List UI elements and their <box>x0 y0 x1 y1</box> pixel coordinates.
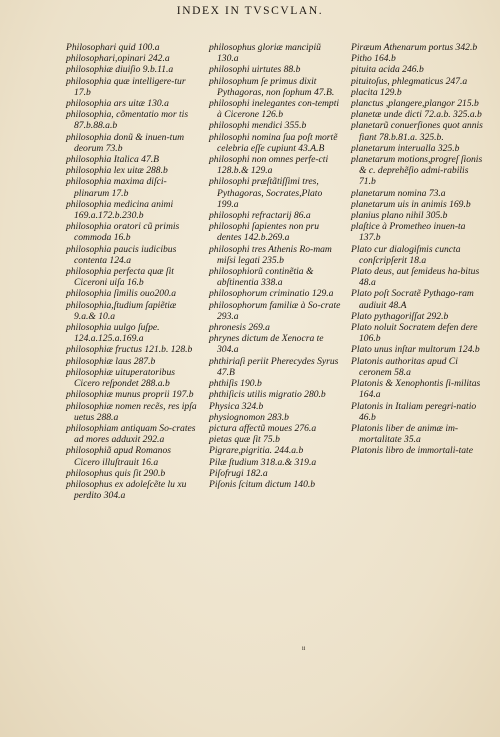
index-entry: Platonis authoritas apud Ci ceronem 58.a <box>351 355 458 378</box>
index-entry: philosophiæ laus 287.b <box>66 355 156 367</box>
index-entry: philosophiæ munus proprii 197.b <box>66 389 194 401</box>
index-entry: philosophiæ fructus 121.b. 128.b <box>66 344 193 356</box>
index-entry: planetarum nomina 73.a <box>351 187 446 199</box>
index-entry: philosophiæ nomen recẽs, res ipſa uetus 288.a <box>66 400 197 423</box>
index-entry: philosophia paucis iudicibus contenta 124.a <box>66 243 177 266</box>
index-entry: philosophia ſimilis ouo200.a <box>66 288 177 300</box>
index-entry: planctus ,plangere,plangor 215.b <box>351 98 479 110</box>
index-entry: Plato poſt Socratẽ Pythago-ram audiuit 48.A <box>351 288 474 311</box>
index-entry: philosophi mendici 355.b <box>209 120 307 132</box>
index-entry: philosophiam antiquam So-crates ad mores adduxit 292.a <box>66 422 196 446</box>
folio-mark: ii <box>302 646 306 652</box>
index-entry: planius plano nihil 305.b <box>351 210 448 222</box>
index-entry: pictura affectũ moues 276.a <box>209 422 317 434</box>
index-entry: philosophia quæ intelligere-tur 17.b <box>66 75 186 98</box>
index-entry: Piræum Athenarum portus 342.b <box>351 42 478 53</box>
index-entry: philosophi refractarij 86.a <box>209 210 311 222</box>
index-entry: Physica 324.b <box>209 400 264 412</box>
index-entry: planetarum uis in animis 169.b <box>351 198 471 210</box>
index-entry: Platonis liber de animæ im-mortalitate 35.a <box>351 422 459 446</box>
index-column-2 <box>209 42 341 490</box>
index-entry: Pigrare,pigritia. 244.a.b <box>209 445 304 457</box>
index-columns <box>66 42 486 702</box>
index-entry: Plato unus inſtar multorum 124.b <box>351 344 480 356</box>
index-entry: philosophia, cõmentatio mor tis 87.b.88.a.b <box>66 109 189 132</box>
index-entry: philosophorum criminatio 129.a <box>209 288 334 300</box>
index-entry: planetarum motions,progreſ ſionis & c. deprehẽſio admi-rabilis 71.b <box>351 154 483 188</box>
running-head: INDEX IN TVSCVLAN. <box>176 5 324 17</box>
index-entry: pituitoſus, phlegmaticus 247.a <box>351 75 468 87</box>
index-entry: philosophi ſapientes non pru dentes 142.b.269.a <box>209 221 320 244</box>
index-entry: planetarũ conuerſiones quot annis fiant 78.b.81.a. 325.b. <box>351 120 483 143</box>
index-entry: planetarum interualla 325.b <box>351 142 460 154</box>
index-entry: philosophiã apud Romanos Cicero illuſtrauit 16.a <box>66 445 172 468</box>
index-entry: philosophus ex adoleſcẽte lu xu perdito 304.a <box>66 478 187 502</box>
index-entry: philosophiæ diuiſio 9.b.11.a <box>66 64 174 76</box>
index-entry: philosophiæ uituperatoribus Cicero reſpondet 288.a.b <box>66 366 176 390</box>
index-entry: Philosophari quid 100.a <box>66 42 160 53</box>
index-entry: placita 129.b <box>351 86 402 98</box>
index-entry: philosophus quis ſit 290.b <box>66 467 166 479</box>
index-entry: philosophia perfecta quæ ſit Ciceroni uiſa 16.b <box>66 266 174 289</box>
index-entry: philosophari,opinari 242.a <box>66 53 170 65</box>
index-entry: philosophia maxima diſci-plinarum 17.b <box>66 176 167 199</box>
index-entry: philosophi nomina ſua poſt mortẽ celebria eſſe cupiunt 43.A.B <box>209 131 338 154</box>
index-entry: Platonis in Italiam peregri-natio 46.b <box>351 400 477 423</box>
index-entry: Plato cur dialogiſmis cuncta conſcripſerit 18.a <box>351 243 461 266</box>
index-entry: Pitho 164.b <box>351 53 396 65</box>
index-entry: pietas quæ ſit 75.b <box>209 434 280 446</box>
index-entry: plaſtice à Prometheo inuen-ta 137.b <box>351 221 466 244</box>
index-entry: phthiſis 190.b <box>209 378 262 390</box>
index-entry: phrynes dictum de Xenocra te 304.a <box>209 333 324 356</box>
index-entry: philosophi uirtutes 88.b <box>209 64 301 76</box>
index-entry: philosophia oratori cũ primis commoda 16.b <box>66 221 180 244</box>
index-entry: Pilæ ſtudium 318.a.& 319.a <box>209 456 317 468</box>
index-entry: philosophia Italica 47.B <box>66 154 160 166</box>
index-entry: philosophia lex uitæ 288.b <box>66 165 168 177</box>
index-entry: Plato noluit Socratem defen dere 106.b <box>351 322 478 345</box>
index-entry: philosophi non omnes perfe-cti 128.b.& 129.a <box>209 154 329 177</box>
index-entry: philosophi inelegantes con-tempti à Cicerone 126.b <box>209 98 340 121</box>
index-entry: phthiſicis utilis migratio 280.b <box>209 389 326 401</box>
index-entry: philosophia donũ & inuen-tum deorum 73.b <box>66 131 185 154</box>
index-entry: philosophia ars uitæ 130.a <box>66 98 169 110</box>
index-column-1 <box>66 42 198 501</box>
index-entry: Piſonis ſcitum dictum 140.b <box>209 478 316 490</box>
index-entry: phthiriaſi periit Pherecydes Syrus 47.B <box>209 355 339 378</box>
index-entry: Plato pythagoriſſat 292.b <box>351 310 449 322</box>
index-entry: phronesis 269.a <box>209 322 270 334</box>
index-entry: philosophum ſe primus dixit Pythagoras, non ſophum 47.B. <box>209 75 335 98</box>
index-entry: Platonis & Xenophontis ſi-militas 164.a <box>351 378 481 401</box>
index-entry: philosophus gloriæ mancipiũ 130.a <box>209 42 321 65</box>
index-column-3 <box>351 42 483 457</box>
index-entry: philosophi tres Athenis Ro-mam miſsi legati 235.b <box>209 243 332 266</box>
index-entry: planetæ unde dicti 72.a.b. 325.a.b <box>351 109 482 121</box>
index-entry: pituita acida 246.b <box>351 64 424 76</box>
index-entry: philosophorum familiæ à So-crate 293.a <box>209 299 341 322</box>
index-entry: philosophia medicina animi 169.a.172.b.230.b <box>66 198 174 222</box>
index-entry: philosophia uulgo ſuſpe. 124.a.125.a.169.a <box>66 322 160 345</box>
index-entry: philosophiorũ continẽtia & abſtinentia 338.a <box>209 266 314 289</box>
index-entry: philosophia,ſtudium ſapiẽtiæ 9.a.& 10.a <box>66 299 177 322</box>
index-entry: physiognomon 283.b <box>209 411 289 423</box>
index-entry: Platonis libro de immortali-tate <box>351 445 473 457</box>
index-entry: Plato deus, aut ſemideus ha-bitus 48.a <box>351 266 480 289</box>
index-entry: philosophi præſtãtiſſimi tres, Pythagoras, Socrates,Plato 199.a <box>209 176 323 210</box>
index-entry: Piſofrugi 182.a <box>209 467 268 479</box>
